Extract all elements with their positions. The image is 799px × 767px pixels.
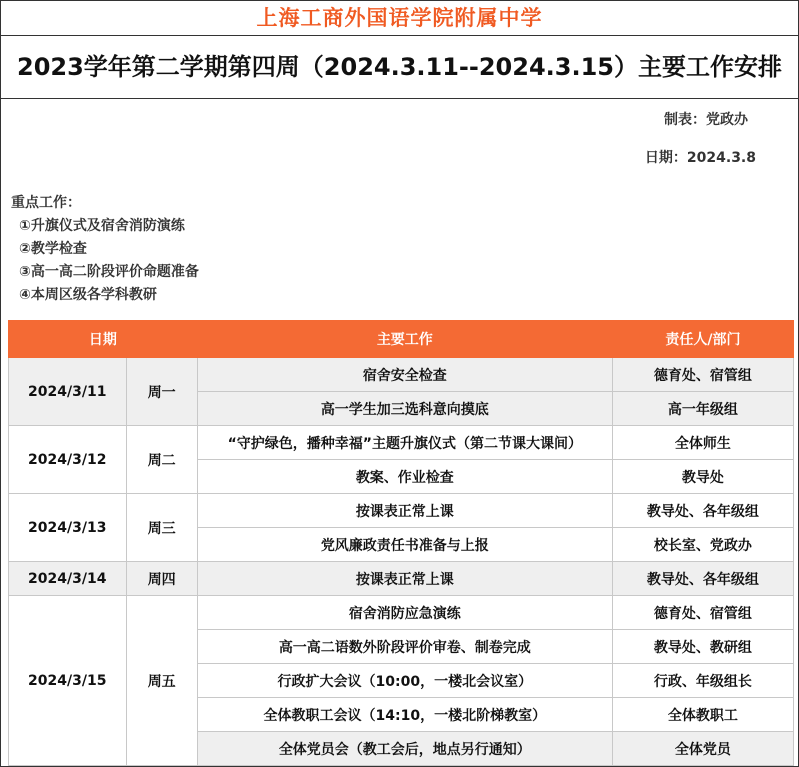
weekday-cell: 周三 bbox=[126, 494, 197, 562]
owner-cell: 全体师生 bbox=[612, 426, 793, 460]
work-cell: 按课表正常上课 bbox=[197, 494, 612, 528]
owner-cell: 教导处、教研组 bbox=[612, 630, 793, 664]
key-work-item: ④本周区级各学科教研 bbox=[19, 287, 157, 303]
table-row bbox=[9, 358, 794, 392]
work-cell: 宿舍安全检查 bbox=[197, 358, 612, 392]
date-label: 日期：2024.3.8 bbox=[644, 150, 756, 166]
owner-cell: 教导处、各年级组 bbox=[612, 562, 793, 596]
key-work-section bbox=[11, 192, 199, 307]
date-cell: 2024/3/11 bbox=[9, 358, 127, 426]
owner-cell: 全体党员 bbox=[612, 732, 793, 766]
table-row bbox=[9, 494, 794, 528]
table-row bbox=[9, 596, 794, 630]
schedule-table bbox=[8, 320, 794, 766]
work-cell: 全体党员会（教工会后，地点另行通知） bbox=[197, 732, 612, 766]
key-work-item: ②教学检查 bbox=[19, 241, 87, 257]
owner-cell: 校长室、党政办 bbox=[612, 528, 793, 562]
owner-cell: 教导处、各年级组 bbox=[612, 494, 793, 528]
key-work-label: 重点工作： bbox=[11, 195, 81, 211]
table-row bbox=[9, 562, 794, 596]
owner-cell: 教导处 bbox=[612, 460, 793, 494]
date-cell: 2024/3/13 bbox=[9, 494, 127, 562]
key-work-item: ③高一高二阶段评价命题准备 bbox=[19, 264, 199, 280]
work-cell: 教案、作业检查 bbox=[197, 460, 612, 494]
header-work: 主要工作 bbox=[197, 321, 612, 358]
key-work-item: ①升旗仪式及宿舍消防演练 bbox=[19, 218, 185, 234]
page-title: 2023学年第二学期第四周（2024.3.11--2024.3.15）主要工作安排 bbox=[1, 36, 798, 99]
work-cell: 高一学生加三选科意向摸底 bbox=[197, 392, 612, 426]
work-cell: 党风廉政责任书准备与上报 bbox=[197, 528, 612, 562]
weekday-cell: 周一 bbox=[126, 358, 197, 426]
owner-cell: 德育处、宿管组 bbox=[612, 358, 793, 392]
work-cell: “守护绿色，播种幸福”主题升旗仪式（第二节课大课间） bbox=[197, 426, 612, 460]
header-owner: 责任人/部门 bbox=[612, 321, 793, 358]
owner-cell: 行政、年级组长 bbox=[612, 664, 793, 698]
work-cell: 行政扩大会议（10:00，一楼北会议室） bbox=[197, 664, 612, 698]
school-name: 上海工商外国语学院附属中学 bbox=[1, 1, 798, 36]
work-cell: 全体教职工会议（14:10，一楼北阶梯教室） bbox=[197, 698, 612, 732]
work-cell: 高一高二语数外阶段评价审卷、制卷完成 bbox=[197, 630, 612, 664]
weekday-cell: 周二 bbox=[126, 426, 197, 494]
owner-cell: 全体教职工 bbox=[612, 698, 793, 732]
header-date: 日期 bbox=[9, 321, 198, 358]
weekday-cell: 周四 bbox=[126, 562, 197, 596]
table-header-row bbox=[9, 321, 794, 358]
work-cell: 宿舍消防应急演练 bbox=[197, 596, 612, 630]
date-cell: 2024/3/15 bbox=[9, 596, 127, 766]
owner-cell: 高一年级组 bbox=[612, 392, 793, 426]
date-cell: 2024/3/12 bbox=[9, 426, 127, 494]
weekday-cell: 周五 bbox=[126, 596, 197, 766]
maker-label: 制表：党政办 bbox=[664, 112, 748, 128]
date-cell: 2024/3/14 bbox=[9, 562, 127, 596]
work-cell: 按课表正常上课 bbox=[197, 562, 612, 596]
info-section bbox=[1, 99, 798, 320]
table-row bbox=[9, 426, 794, 460]
owner-cell: 德育处、宿管组 bbox=[612, 596, 793, 630]
